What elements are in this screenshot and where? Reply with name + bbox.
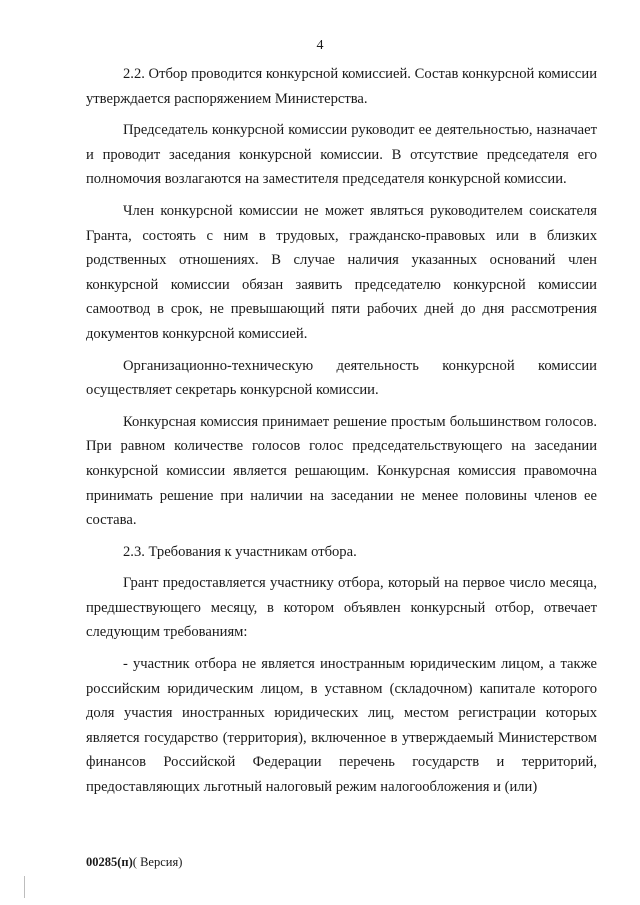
document-version: ( Версия) <box>132 855 183 869</box>
document-code: 00285(п) <box>86 855 133 869</box>
paragraph-grant-requirements: Грант предоставляется участнику отбора, который на первое число месяца, предшествующего месяцу, в котором объявлен конкурсный отбор, отвечает следующим требованиям: <box>86 575 597 641</box>
paragraph-chairman: Председатель конкурсной комиссии руководит ее деятельностью, назначает и проводит заседания конкурсной комиссии. В отсутствие председателя его полномочия возлагаются на заместителя председателя конкурсной комиссии. <box>86 122 597 188</box>
paragraph-requirement-foreign-entity: - участник отбора не является иностранным юридическим лицом, а также российским юридическим лицом, в уставном (складочном) капитале которого доля участия иностранных юридических лиц, местом регистрации которых является государство (территория), включенное в утверждаемый Министерством финансов Российской Федерации перечень государств и территорий, предоставляющих льготный налоговый режим налогообложения и (или) <box>86 656 597 796</box>
page-number: 4 <box>316 38 324 53</box>
paragraph-decision-rules: Конкурсная комиссия принимает решение простым большинством голосов. При равном количестве голосов голос председательствующего на заседании конкурсной комиссии является решающим. Конкурсная комиссия правомочна принимать решение при наличии на заседании не менее половины членов ее состава. <box>86 413 597 529</box>
paragraph-member-restrictions: Член конкурсной комиссии не может являться руководителем соискателя Гранта, состоять с ним в трудовых, гражданско-правовых или в близких родственных отношениях. В случае наличия указанных оснований член конкурсной комиссии обязан заявить председателю конкурсной комиссии самоотвод в срок, не превышающий пяти рабочих дней до дня рассмотрения документов конкурсной комиссией. <box>86 202 597 342</box>
paragraph-2-2-selection: 2.2. Отбор проводится конкурсной комиссией. Состав конкурсной комиссии утверждается распоряжением Министерства. <box>86 66 597 107</box>
paragraph-secretary: Организационно-техническую деятельность конкурсной комиссии осуществляет секретарь конкурсной комиссии. <box>86 357 597 399</box>
document-footer <box>86 855 182 870</box>
document-body <box>86 62 597 807</box>
paragraph-2-3-heading: 2.3. Требования к участникам отбора. <box>123 543 357 560</box>
scan-artifact-mark <box>24 876 25 898</box>
